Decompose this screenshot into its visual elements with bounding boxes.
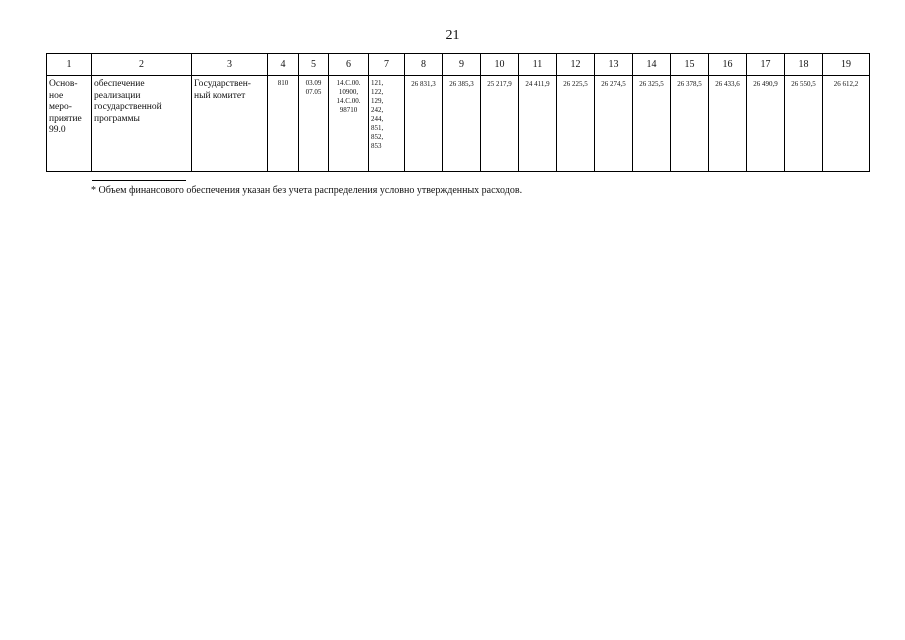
page-number: 21 bbox=[445, 28, 460, 43]
amount-cell: 26 831,3 bbox=[405, 76, 443, 172]
col-header: 10 bbox=[481, 54, 519, 76]
code-6-cell: 14.С.00. 10900, 14.С.00. 98710 bbox=[329, 76, 369, 172]
col-header: 14 bbox=[633, 54, 671, 76]
header-row bbox=[47, 54, 870, 76]
code-4-cell: 810 bbox=[268, 76, 299, 172]
col-header: 13 bbox=[595, 54, 633, 76]
amount-cell: 26 225,5 bbox=[557, 76, 595, 172]
amount-cell: 25 217,9 bbox=[481, 76, 519, 172]
executor-cell: Государствен- ный комитет bbox=[192, 76, 268, 172]
col-header: 1 bbox=[47, 54, 92, 76]
col-header: 2 bbox=[92, 54, 192, 76]
amount-cell: 26 325,5 bbox=[633, 76, 671, 172]
footnote: * Объем финансового обеспечения указан без учета распределения условно утвержденных расходов. bbox=[91, 185, 523, 196]
col-header: 16 bbox=[709, 54, 747, 76]
purpose-cell: обеспечение реализации государственной программы bbox=[92, 76, 192, 172]
amount-cell: 26 612,2 bbox=[823, 76, 870, 172]
col-header: 4 bbox=[268, 54, 299, 76]
amount-cell: 26 385,3 bbox=[443, 76, 481, 172]
col-header: 6 bbox=[329, 54, 369, 76]
code-7-cell: 121, 122, 129, 242, 244, 851, 852, 853 bbox=[369, 76, 405, 172]
event-cell: Основ- ное меро- приятие 99.0 bbox=[47, 76, 92, 172]
amount-cell: 26 274,5 bbox=[595, 76, 633, 172]
amount-cell: 26 433,6 bbox=[709, 76, 747, 172]
col-header: 3 bbox=[192, 54, 268, 76]
amount-cell: 26 490,9 bbox=[747, 76, 785, 172]
footnote-divider bbox=[92, 180, 186, 181]
col-header: 19 bbox=[823, 54, 870, 76]
table-row bbox=[47, 76, 870, 172]
col-header: 18 bbox=[785, 54, 823, 76]
col-header: 11 bbox=[519, 54, 557, 76]
col-header: 17 bbox=[747, 54, 785, 76]
col-header: 15 bbox=[671, 54, 709, 76]
col-header: 8 bbox=[405, 54, 443, 76]
col-header: 5 bbox=[299, 54, 329, 76]
budget-table bbox=[46, 53, 870, 172]
col-header: 9 bbox=[443, 54, 481, 76]
code-5-cell: 03.09 07.05 bbox=[299, 76, 329, 172]
amount-cell: 26 378,5 bbox=[671, 76, 709, 172]
amount-cell: 24 411,9 bbox=[519, 76, 557, 172]
amount-cell: 26 550,5 bbox=[785, 76, 823, 172]
col-header: 12 bbox=[557, 54, 595, 76]
col-header: 7 bbox=[369, 54, 405, 76]
